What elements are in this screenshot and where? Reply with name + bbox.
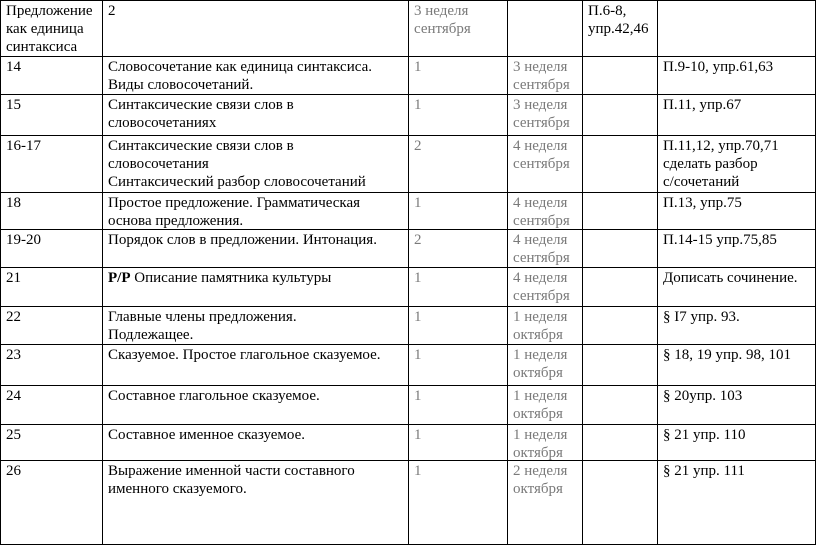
week-line: 4 неделя (513, 195, 568, 211)
homework-line: Дописать сочинение. (663, 270, 798, 286)
lesson-number-cell (0, 0, 103, 57)
lesson-topic-cell (103, 57, 409, 95)
homework-line: упр.42,46 (588, 21, 649, 37)
hours-cell (409, 230, 508, 268)
topic-text: Составное именное сказуемое. (108, 427, 305, 443)
hours-cell (409, 136, 508, 193)
lesson-number-line: Предложение (6, 3, 93, 19)
topic-line (108, 114, 403, 132)
week-cell (508, 386, 583, 425)
week-line: 4 неделя (513, 232, 568, 248)
week-line: октября (513, 327, 563, 343)
homework-cell (583, 268, 658, 307)
topic-line (108, 231, 403, 249)
week-cell (508, 268, 583, 307)
topic-text: Подлежащее. (108, 327, 194, 343)
homework-cell (658, 268, 816, 307)
week-cell (508, 136, 583, 193)
week-line: сентября (513, 213, 570, 229)
hours-cell (409, 386, 508, 425)
homework-cell (658, 425, 816, 461)
homework-line: § 21 упр. 111 (663, 463, 745, 479)
homework-line: § 18, 19 упр. 98, 101 (663, 347, 792, 363)
homework-line: § 20упр. 103 (663, 388, 743, 404)
hours-line: 1 (414, 427, 422, 443)
topic-text: Выражение именной части составного (108, 463, 355, 479)
week-line: 3 неделя (414, 3, 469, 19)
topic-line (108, 58, 403, 76)
homework-cell (583, 57, 658, 95)
homework-cell (583, 193, 658, 230)
week-line: сентября (513, 77, 570, 93)
lesson-number-line: 18 (6, 195, 21, 211)
topic-line (108, 480, 403, 498)
hours-line: 1 (414, 97, 422, 113)
lesson-number-cell (0, 95, 103, 136)
lesson-number-line: 16-17 (6, 138, 41, 154)
topic-text: Словосочетание как единица синтаксиса. (108, 59, 372, 75)
topic-line (108, 137, 403, 155)
week-cell (508, 0, 583, 57)
lesson-number-cell (0, 57, 103, 95)
lesson-number-cell (0, 230, 103, 268)
homework-cell (658, 345, 816, 386)
topic-line (108, 269, 403, 287)
homework-cell (658, 386, 816, 425)
homework-cell (658, 0, 816, 57)
week-cell (508, 425, 583, 461)
week-cell (508, 461, 583, 545)
week-line: октября (513, 406, 563, 422)
week-line: 1 неделя (513, 388, 568, 404)
homework-line: П.13, упр.75 (663, 195, 742, 211)
topic-text: Описание памятника культуры (130, 270, 332, 286)
homework-cell (658, 95, 816, 136)
lesson-topic-cell (103, 345, 409, 386)
homework-line: П.11,12, упр.70,71 (663, 138, 779, 154)
lesson-number-line: 22 (6, 309, 21, 325)
lesson-number-cell (0, 425, 103, 461)
hours-line: 1 (414, 59, 422, 75)
hours-cell (409, 345, 508, 386)
topic-line (108, 308, 403, 326)
hours-line: 2 (414, 138, 422, 154)
week-line: 4 неделя (513, 270, 568, 286)
topic-line (108, 326, 403, 344)
hours-cell (409, 268, 508, 307)
homework-cell (583, 230, 658, 268)
lesson-topic-cell (103, 268, 409, 307)
homework-line: § 21 упр. 110 (663, 427, 746, 443)
homework-cell (583, 461, 658, 545)
lesson-topic-cell (103, 386, 409, 425)
week-line: октября (513, 365, 563, 381)
homework-cell (583, 425, 658, 461)
lesson-number-cell (0, 136, 103, 193)
lesson-number-cell (0, 307, 103, 345)
topic-text: Сказуемое. Простое глагольное сказуемое. (108, 347, 381, 363)
hours-line: 2 (414, 232, 422, 248)
homework-line: П.6-8, (588, 3, 627, 19)
week-line: 3 неделя (513, 59, 568, 75)
hours-cell (409, 95, 508, 136)
topic-text: именного сказуемого. (108, 481, 247, 497)
week-line: октября (513, 445, 563, 461)
week-line: 2 неделя (513, 463, 568, 479)
topic-line (108, 155, 403, 173)
lesson-number-cell (0, 268, 103, 307)
topic-text: словосочетания (108, 156, 209, 172)
week-line: октября (513, 481, 563, 497)
topic-text: Составное глагольное сказуемое. (108, 388, 320, 404)
week-line: 4 неделя (513, 138, 568, 154)
topic-text: Синтаксические связи слов в (108, 97, 294, 113)
topic-text: словосочетаниях (108, 115, 217, 131)
lesson-number-cell (0, 345, 103, 386)
week-cell (409, 0, 508, 57)
homework-cell (583, 345, 658, 386)
week-line: 1 неделя (513, 347, 568, 363)
week-line: 3 неделя (513, 97, 568, 113)
hours-cell (409, 461, 508, 545)
homework-line: сделать разбор (663, 156, 758, 172)
topic-line (108, 194, 403, 212)
homework-line: § I7 упр. 93. (663, 309, 740, 325)
topic-line (108, 76, 403, 94)
week-line: сентября (513, 250, 570, 266)
topic-text: Простое предложение. Грамматическая (108, 195, 361, 211)
homework-cell (658, 193, 816, 230)
hours-line: 1 (414, 309, 422, 325)
lesson-topic-cell (103, 136, 409, 193)
hours-line: 1 (414, 463, 422, 479)
hours-cell (409, 193, 508, 230)
lesson-number-line: синтаксиса (6, 39, 78, 55)
topic-text: Синтаксические связи слов в (108, 138, 294, 154)
topic-text: Виды словосочетаний. (108, 77, 254, 93)
lesson-number-line: 24 (6, 388, 21, 404)
homework-line: с/сочетаний (663, 174, 740, 190)
week-cell (508, 95, 583, 136)
topic-text: Порядок слов в предложении. Интонация. (108, 232, 377, 248)
week-line: сентября (513, 156, 570, 172)
topic-line (108, 462, 403, 480)
week-cell (508, 230, 583, 268)
topic-text: 2 (108, 3, 116, 19)
week-cell (508, 345, 583, 386)
lesson-number-line: 15 (6, 97, 21, 113)
homework-cell (583, 386, 658, 425)
week-line: 1 неделя (513, 427, 568, 443)
week-cell (508, 57, 583, 95)
week-cell (508, 193, 583, 230)
topic-line (108, 346, 403, 364)
speech-development-marker: Р/Р (108, 270, 131, 286)
week-cell (508, 307, 583, 345)
week-line: сентября (513, 288, 570, 304)
topic-line (108, 96, 403, 114)
topic-line (108, 173, 403, 191)
topic-text: Синтаксический разбор словосочетаний (108, 174, 366, 190)
homework-cell (658, 136, 816, 193)
topic-line (108, 387, 403, 405)
lesson-number-cell (0, 461, 103, 545)
hours-cell (409, 425, 508, 461)
lesson-topic-cell (103, 193, 409, 230)
hours-line: 1 (414, 388, 422, 404)
homework-cell (658, 307, 816, 345)
topic-line (108, 426, 403, 444)
lesson-number-line: 23 (6, 347, 21, 363)
lesson-topic-cell (103, 461, 409, 545)
homework-line: П.14-15 упр.75,85 (663, 232, 777, 248)
lesson-topic-cell (103, 307, 409, 345)
lesson-number-line: 26 (6, 463, 21, 479)
homework-cell (583, 0, 658, 57)
topic-text: основа предложения. (108, 213, 244, 229)
topic-line (108, 212, 403, 230)
homework-cell (583, 307, 658, 345)
lesson-number-line: 14 (6, 59, 21, 75)
lesson-topic-cell (103, 0, 409, 57)
week-line: сентября (513, 115, 570, 131)
lesson-topic-cell (103, 230, 409, 268)
lesson-number-line: 25 (6, 427, 21, 443)
hours-cell (409, 57, 508, 95)
hours-line: 1 (414, 347, 422, 363)
homework-line: П.11, упр.67 (663, 97, 742, 113)
homework-cell (583, 136, 658, 193)
lesson-number-line: 21 (6, 270, 21, 286)
topic-line (108, 2, 403, 20)
homework-cell (583, 95, 658, 136)
hours-line: 1 (414, 195, 422, 211)
lesson-number-cell (0, 386, 103, 425)
lesson-number-line: 19-20 (6, 232, 41, 248)
week-line: 1 неделя (513, 309, 568, 325)
topic-text: Главные члены предложения. (108, 309, 297, 325)
lesson-topic-cell (103, 95, 409, 136)
homework-cell (658, 461, 816, 545)
hours-cell (409, 307, 508, 345)
lesson-number-cell (0, 193, 103, 230)
lesson-number-line: как единица (6, 21, 84, 37)
homework-cell (658, 57, 816, 95)
lesson-topic-cell (103, 425, 409, 461)
hours-line: 1 (414, 270, 422, 286)
week-line: сентября (414, 21, 471, 37)
homework-line: П.9-10, упр.61,63 (663, 59, 774, 75)
homework-cell (658, 230, 816, 268)
